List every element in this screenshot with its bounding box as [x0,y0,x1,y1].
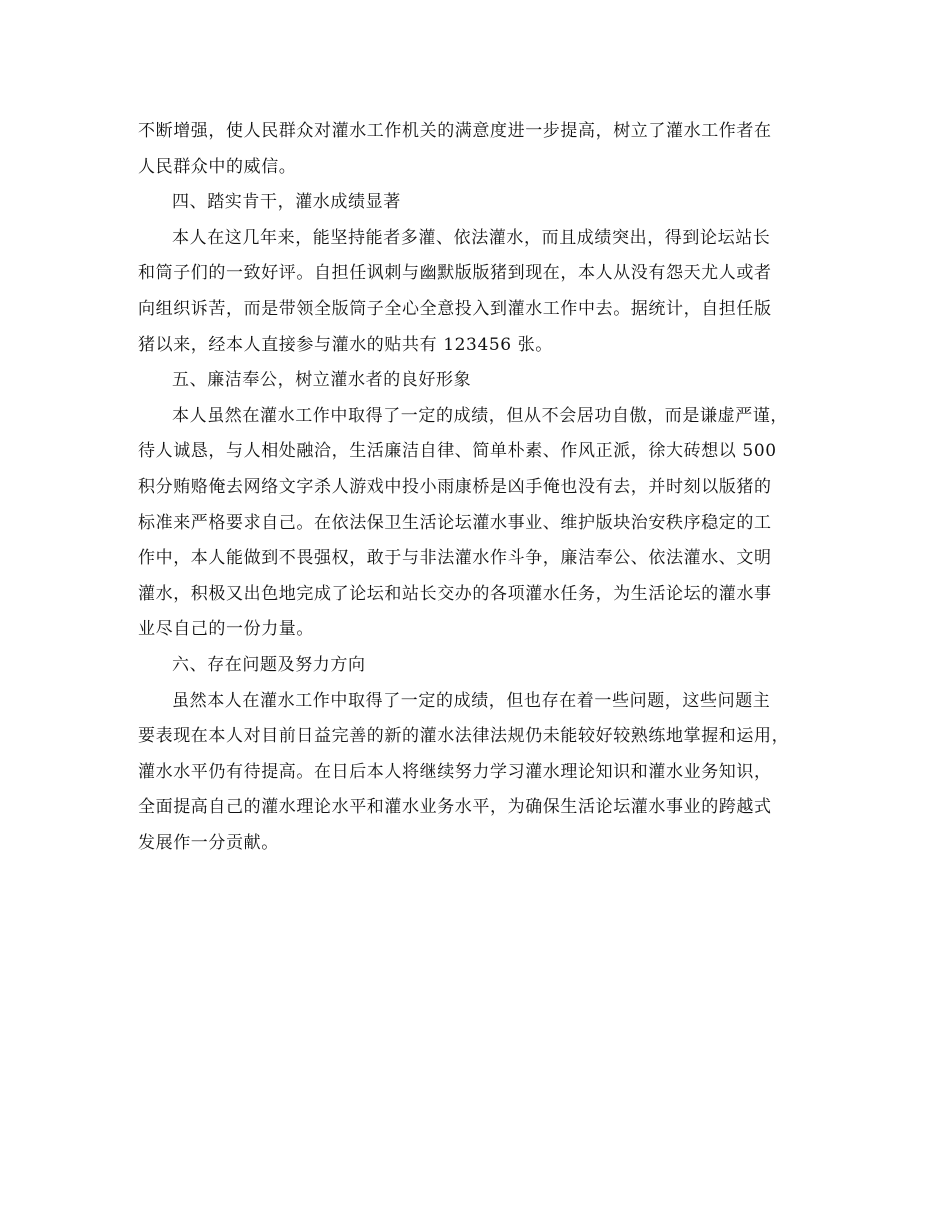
paragraph-line: 标准来严格要求自己。在依法保卫生活论坛灌水事业、维护版块治安秩序稳定的工 [138,512,772,533]
section-heading-4: 四、踏实肯干，灌水成绩显著 [172,192,401,213]
paragraph-line: 不断增强，使人民群众对灌水工作机关的满意度进一步提高，树立了灌水工作者在 [138,121,772,141]
paragraph-line: 本人虽然在灌水工作中取得了一定的成绩，但从不会居功自傲，而是谦虚严谨， [172,405,788,426]
paragraph-line: 向组织诉苦，而是带领全版筒子全心全意投入到灌水工作中去。据统计，自担任版 [138,298,772,319]
paragraph-line: 人民群众中的威信。 [138,156,297,177]
paragraph-line: 业尽自己的一份力量。 [138,619,314,640]
section-heading-6: 六、存在问题及努力方向 [172,654,366,675]
paragraph-line: 作中，本人能做到不畏强权，敢于与非法灌水作斗争，廉洁奉公、依法灌水、文明 [138,548,772,569]
paragraph-line: 虽然本人在灌水工作中取得了一定的成绩，但也存在着一些问题，这些问题主 [172,690,771,711]
document-body [138,114,818,861]
section-heading-5: 五、廉洁奉公，树立灌水者的良好形象 [172,370,472,391]
paragraph-line: 灌水，积极又出色地完成了论坛和站长交办的各项灌水任务，为生活论坛的灌水事 [138,583,772,604]
paragraph-line: 猪以来，经本人直接参与灌水的贴共有 123456 张。 [138,334,553,355]
paragraph-line: 发展作一分贡献。 [138,832,279,853]
paragraph-line: 灌水水平仍有待提高。在日后本人将继续努力学习灌水理论知识和灌水业务知识， [138,761,772,782]
paragraph-line: 积分贿赂俺去网络文字杀人游戏中投小雨康桥是凶手俺也没有去，并时刻以版猪的 [138,476,772,497]
paragraph-line: 本人在这几年来，能坚持能者多灌、依法灌水，而且成绩突出，得到论坛站长 [172,227,771,248]
paragraph-line: 要表现在本人对目前日益完善的新的灌水法律法规仍未能较好较熟练地掌握和运用， [138,726,790,747]
paragraph-line: 和筒子们的一致好评。自担任讽刺与幽默版版猪到现在，本人从没有怨天尤人或者 [138,263,772,284]
paragraph-line: 待人诚恳，与人相处融洽，生活廉洁自律、简单朴素、作风正派，徐大砖想以 500 [138,441,777,462]
paragraph-line: 全面提高自己的灌水理论水平和灌水业务水平，为确保生活论坛灌水事业的跨越式 [138,797,772,818]
